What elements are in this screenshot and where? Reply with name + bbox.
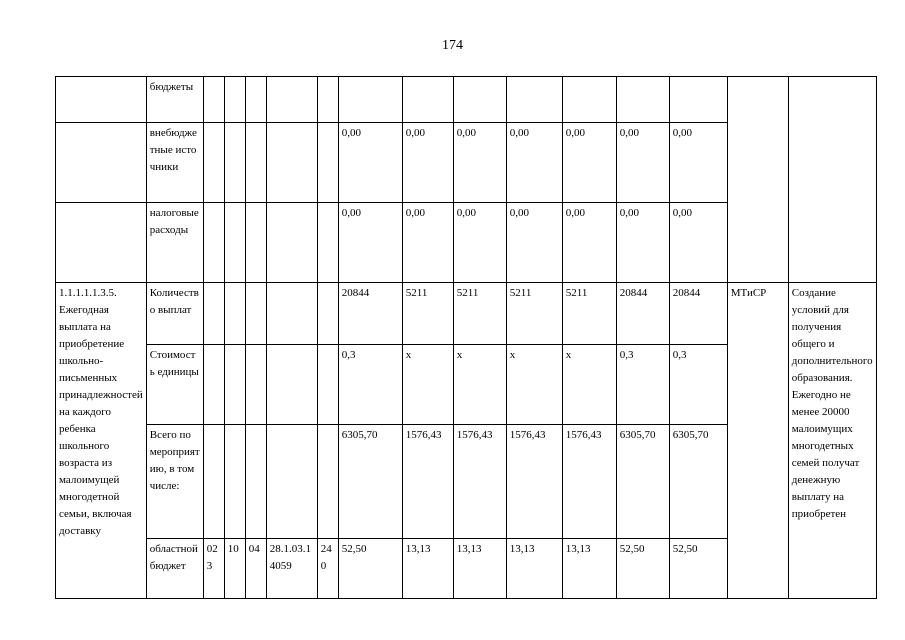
- value-cell: [402, 77, 453, 123]
- code-cell: [266, 123, 317, 203]
- value-cell: х: [506, 345, 562, 425]
- value-cell: 0,00: [669, 203, 727, 283]
- value-cell: 0,00: [506, 123, 562, 203]
- value-cell: 6305,70: [616, 425, 669, 539]
- code-cell: 28.1.03.14059: [266, 539, 317, 599]
- value-cell: 52,50: [616, 539, 669, 599]
- result-cell: Создание условий для получения общего и дополнительного образования. Ежегодно не менее 20000 малоимущих многодетных семей получат денежную выплату на приобретен: [788, 283, 876, 599]
- value-cell: 1576,43: [402, 425, 453, 539]
- value-cell: 5211: [402, 283, 453, 345]
- value-cell: 5211: [506, 283, 562, 345]
- page-number: 174: [442, 38, 463, 53]
- value-cell: х: [562, 345, 616, 425]
- value-cell: 0,00: [562, 123, 616, 203]
- value-cell: 5211: [453, 283, 506, 345]
- value-cell: 0,00: [616, 123, 669, 203]
- indicator-cell: Всего по мероприятию, в том числе:: [146, 425, 203, 539]
- value-cell: 0,00: [562, 203, 616, 283]
- code-cell: [203, 203, 224, 283]
- value-cell: [338, 77, 402, 123]
- code-cell: 04: [245, 539, 266, 599]
- value-cell: 0,00: [506, 203, 562, 283]
- budget-table: [55, 76, 877, 599]
- code-cell: [224, 345, 245, 425]
- result-cell: [788, 77, 876, 283]
- value-cell: 0,00: [669, 123, 727, 203]
- value-cell: 20844: [616, 283, 669, 345]
- executor-cell: МТиСР: [727, 283, 788, 599]
- table-row: [56, 283, 877, 345]
- value-cell: 1576,43: [506, 425, 562, 539]
- code-cell: [245, 283, 266, 345]
- code-cell: [203, 77, 224, 123]
- value-cell: 0,00: [338, 123, 402, 203]
- indicator-cell: Количество выплат: [146, 283, 203, 345]
- code-cell: [203, 345, 224, 425]
- indicator-cell: бюджеты: [146, 77, 203, 123]
- value-cell: 1576,43: [562, 425, 616, 539]
- value-cell: х: [453, 345, 506, 425]
- item-cell: [56, 77, 147, 123]
- value-cell: [562, 77, 616, 123]
- executor-cell: [727, 77, 788, 283]
- value-cell: [453, 77, 506, 123]
- value-cell: [616, 77, 669, 123]
- table-row: [56, 77, 877, 123]
- code-cell: [224, 425, 245, 539]
- value-cell: 0,00: [338, 203, 402, 283]
- code-cell: [317, 123, 338, 203]
- value-cell: 20844: [669, 283, 727, 345]
- value-cell: 0,00: [402, 203, 453, 283]
- value-cell: 0,3: [616, 345, 669, 425]
- value-cell: [669, 77, 727, 123]
- value-cell: 0,3: [338, 345, 402, 425]
- code-cell: [317, 425, 338, 539]
- code-cell: [266, 203, 317, 283]
- code-cell: [266, 283, 317, 345]
- code-cell: [245, 425, 266, 539]
- code-cell: 10: [224, 539, 245, 599]
- code-cell: 023: [203, 539, 224, 599]
- value-cell: 6305,70: [338, 425, 402, 539]
- value-cell: 0,00: [453, 123, 506, 203]
- value-cell: 0,3: [669, 345, 727, 425]
- code-cell: 240: [317, 539, 338, 599]
- value-cell: 5211: [562, 283, 616, 345]
- value-cell: 13,13: [562, 539, 616, 599]
- value-cell: 20844: [338, 283, 402, 345]
- code-cell: [224, 203, 245, 283]
- code-cell: [317, 203, 338, 283]
- value-cell: х: [402, 345, 453, 425]
- value-cell: 52,50: [669, 539, 727, 599]
- code-cell: [224, 123, 245, 203]
- code-cell: [245, 123, 266, 203]
- value-cell: 13,13: [402, 539, 453, 599]
- code-cell: [317, 77, 338, 123]
- value-cell: 13,13: [506, 539, 562, 599]
- code-cell: [266, 425, 317, 539]
- code-cell: [245, 203, 266, 283]
- code-cell: [317, 283, 338, 345]
- value-cell: 0,00: [616, 203, 669, 283]
- code-cell: [245, 345, 266, 425]
- code-cell: [245, 77, 266, 123]
- indicator-cell: внебюджетные источники: [146, 123, 203, 203]
- code-cell: [203, 123, 224, 203]
- value-cell: 0,00: [453, 203, 506, 283]
- item-cell: [56, 123, 147, 203]
- indicator-cell: Стоимость единицы: [146, 345, 203, 425]
- code-cell: [224, 283, 245, 345]
- code-cell: [266, 345, 317, 425]
- code-cell: [224, 77, 245, 123]
- item-cell: 1.1.1.1.1.3.5. Ежегодная выплата на приобретение школьно-письменных принадлежностей на каждого ребенка школьного возраста из малоимущей многодетной семьи, включая доставку: [56, 283, 147, 599]
- code-cell: [266, 77, 317, 123]
- value-cell: 52,50: [338, 539, 402, 599]
- value-cell: 0,00: [402, 123, 453, 203]
- code-cell: [203, 283, 224, 345]
- value-cell: [506, 77, 562, 123]
- indicator-cell: областной бюджет: [146, 539, 203, 599]
- code-cell: [203, 425, 224, 539]
- value-cell: 6305,70: [669, 425, 727, 539]
- value-cell: 13,13: [453, 539, 506, 599]
- value-cell: 1576,43: [453, 425, 506, 539]
- indicator-cell: налоговые расходы: [146, 203, 203, 283]
- code-cell: [317, 345, 338, 425]
- item-cell: [56, 203, 147, 283]
